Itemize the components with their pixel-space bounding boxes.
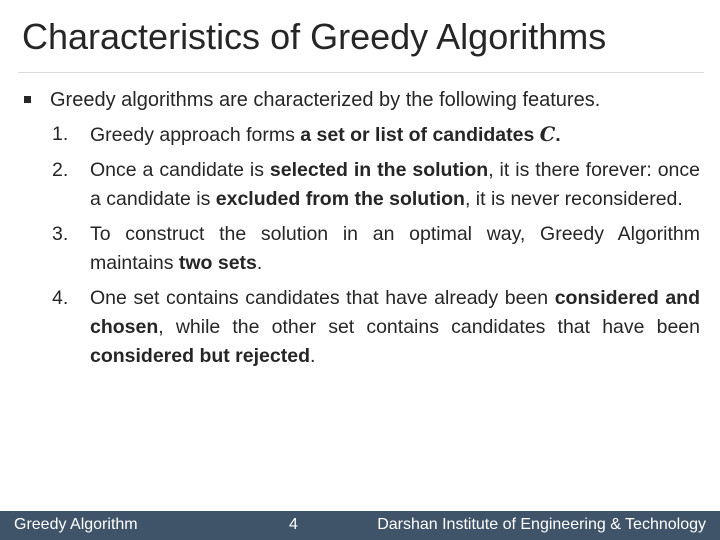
item-bold-text: a set or list of candidates [300, 124, 540, 146]
item-bold-text: two sets [178, 252, 257, 274]
item-text: One set contains candidates that have already been [90, 287, 555, 309]
item-symbol: C [539, 123, 556, 146]
item-bold-text: considered but rejected [90, 345, 310, 367]
item-bold-text: selected in the solution [269, 159, 489, 181]
item-text: To construct the solution in an optimal way, Greedy Algorithm maintains [90, 223, 700, 274]
footer-bar [0, 511, 720, 540]
title-divider [18, 72, 704, 73]
item-text: , while the other set contains candidates that have been [158, 316, 700, 338]
item-number: 3. [52, 223, 69, 245]
list-item [52, 220, 700, 278]
item-text: , it is there forever: once a candidate is [90, 159, 701, 210]
item-text: . [555, 124, 561, 146]
item-text: . [256, 252, 263, 274]
item-text: Greedy approach forms [90, 124, 301, 146]
slide-title: Characteristics of Greedy Algorithms [22, 16, 607, 57]
item-bold-text: considered and chosen [90, 287, 700, 338]
square-bullet-icon [24, 96, 31, 103]
main-bullet-text: Greedy algorithms are characterized by the following features. [50, 89, 601, 111]
item-text: , it is never reconsidered. [464, 188, 683, 210]
footer-topic: Greedy Algorithm [14, 516, 138, 533]
item-bold-text: excluded from the solution [215, 188, 465, 210]
item-number: 4. [52, 287, 69, 309]
list-item [52, 120, 700, 150]
list-item [52, 284, 700, 371]
list-item [52, 156, 700, 214]
item-number: 1. [52, 123, 69, 145]
feature-list [52, 120, 700, 377]
item-text: Once a candidate is [90, 159, 270, 181]
page-number: 4 [289, 516, 298, 533]
item-text: . [309, 345, 316, 367]
item-number: 2. [52, 159, 69, 181]
footer-institute: Darshan Institute of Engineering & Technology [377, 516, 706, 533]
